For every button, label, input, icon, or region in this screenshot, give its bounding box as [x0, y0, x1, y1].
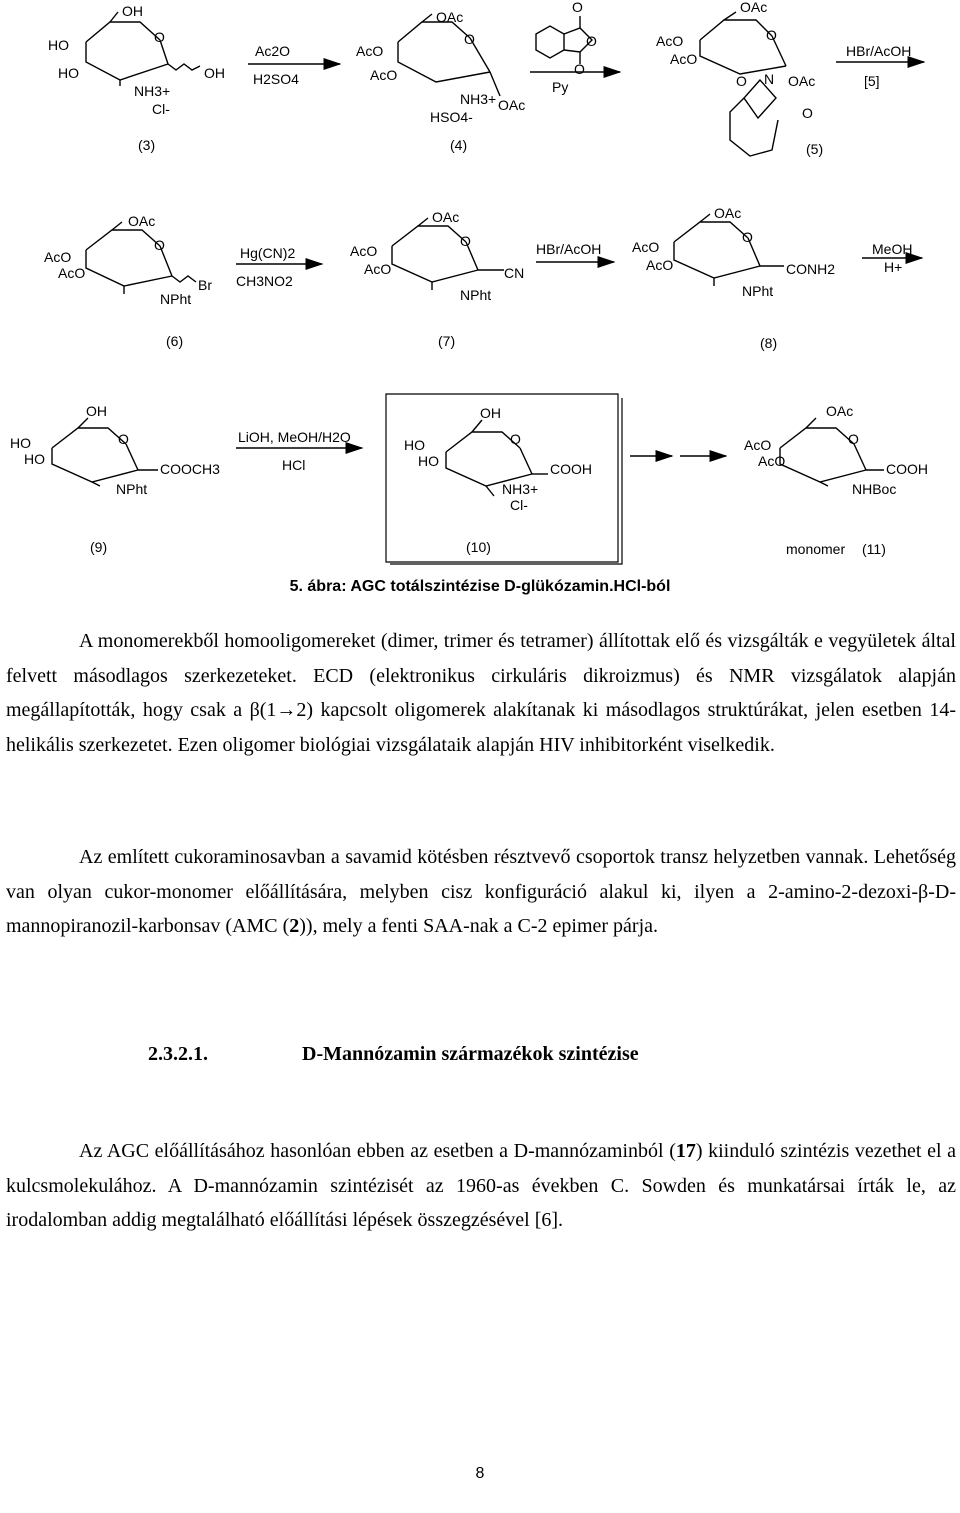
p1-text-a: A monomerekből homooligomereket (dimer, trimer és tetramer) állítottak elő és vizsgálták e vegyületek által felvett másodlagos szerkezeteket. ECD (elektronikus cirkuláris dikroizmus) és NMR vizsgálatok alapján megállapították, hogy csak a	[6, 630, 956, 722]
c8-aco1: AcO	[632, 239, 660, 255]
c5-aco2: AcO	[670, 51, 698, 67]
c9-npht: NPht	[116, 481, 148, 497]
c6-br: Br	[198, 277, 212, 293]
c5-oac: OAc	[788, 73, 816, 89]
p2-text-a: Az említett cukoraminosavban a savamid kötésben résztvevő csoportok transz helyzetben vannak. Lehetőség van olyan cukor-monomer előállítására, melyben cisz konfiguráció alakul ki, ilyen a 2-amino-2-dezoxi-β-D-mannopiranozil-karbonsav (AMC (	[6, 846, 956, 938]
c4-nh3: NH3+	[460, 91, 497, 107]
c11-label: (11)	[862, 541, 886, 557]
c4-label: (4)	[450, 137, 468, 153]
c8-oac-top: OAc	[714, 205, 742, 221]
r4-bottom: CH3NO2	[236, 273, 293, 289]
section-number: 2.3.2.1.	[148, 1043, 208, 1065]
r3-bottom: [5]	[864, 73, 880, 89]
c6-o: O	[154, 237, 165, 253]
c11-monomer: monomer	[786, 541, 846, 557]
c5-o2: O	[802, 105, 813, 121]
c9-ho1: HO	[10, 435, 31, 451]
reaction-arrow-4	[236, 245, 322, 289]
c11-o: O	[848, 431, 859, 447]
c3-ho1: HO	[48, 37, 69, 53]
c10-ho2: HO	[418, 453, 439, 469]
c4-hso4: HSO4-	[430, 109, 473, 125]
r6-top: MeOH	[872, 241, 913, 257]
c9-oh-top: OH	[86, 403, 107, 419]
p2-text-b: )), mely a fenti SAA-nak a C-2 epimer párja.	[299, 915, 659, 938]
p3-compound-ref: 17	[675, 1140, 696, 1162]
compound-7	[350, 209, 524, 349]
c5-aco1: AcO	[656, 33, 684, 49]
paragraph-1	[6, 624, 956, 762]
c11-aco2: AcO	[758, 453, 786, 469]
p2-compound-ref: 2	[289, 915, 300, 938]
c8-conh2: CONH2	[786, 261, 836, 277]
c5-oac-top: OAc	[740, 0, 768, 15]
c11-aco1: AcO	[744, 437, 772, 453]
r1-top: Ac2O	[255, 43, 291, 59]
c4-oac-top: OAc	[436, 9, 464, 25]
p3-text-a: Az AGC előállításához hasonlóan ebben az esetben a D-mannózaminból (	[79, 1140, 676, 1162]
c7-aco1: AcO	[350, 243, 378, 259]
c8-label: (8)	[760, 335, 778, 351]
c4-oac: OAc	[498, 97, 526, 113]
c5-o1: O	[736, 73, 747, 89]
phthalic-anhydride	[530, 0, 620, 95]
c10-nh3: NH3+	[502, 481, 539, 497]
reaction-arrow-1	[248, 43, 340, 87]
compound-11	[744, 403, 928, 557]
r1-bottom: H2SO4	[253, 71, 299, 87]
p3-text-b: ) kiinduló szintézis vezethet el a kulcsmolekulához. A D-mannózamin szintézisét az 1960-as években C. Sowden és munkatársai írták le, az irodalomban addig megtalálható előállítási lépések összegzésével [6].	[6, 1140, 956, 1232]
c5-n: N	[764, 71, 775, 87]
c10-oh-top: OH	[480, 405, 501, 421]
r5-top: HBr/AcOH	[536, 241, 602, 257]
c5-o: O	[766, 27, 777, 43]
c11-cooh: COOH	[886, 461, 928, 477]
compound-6	[44, 213, 212, 349]
c6-aco2: AcO	[58, 265, 86, 281]
r7-bottom: HCl	[282, 457, 306, 473]
compound-3	[48, 3, 225, 153]
r2-o1: O	[572, 0, 583, 15]
c7-oac-top: OAc	[432, 209, 460, 225]
compound-9	[10, 403, 220, 555]
section-heading	[148, 1043, 639, 1066]
c10-ho1: HO	[404, 437, 425, 453]
synthesis-scheme	[0, 0, 960, 570]
c6-aco1: AcO	[44, 249, 72, 265]
c4-o: O	[464, 31, 475, 47]
c7-o: O	[460, 233, 471, 249]
c3-o: O	[154, 29, 165, 45]
c3-oh-anom: OH	[204, 65, 225, 81]
reaction-arrow-6	[862, 241, 922, 275]
c6-oac-top: OAc	[128, 213, 156, 229]
compound-10-box	[386, 394, 622, 564]
c7-npht: NPht	[460, 287, 492, 303]
c8-aco2: AcO	[646, 257, 674, 273]
reaction-arrow-3	[836, 43, 924, 89]
c8-o: O	[742, 229, 753, 245]
compound-4	[356, 9, 525, 153]
c3-oh-top: OH	[122, 3, 143, 19]
c7-label: (7)	[438, 333, 456, 349]
c3-ho2: HO	[58, 65, 79, 81]
c9-label: (9)	[90, 539, 108, 555]
paragraph-3	[6, 1134, 956, 1238]
c9-cooch3: COOCH3	[160, 461, 220, 477]
c10-cooh: COOH	[550, 461, 592, 477]
c7-cn: CN	[504, 265, 525, 281]
reaction-arrow-7	[236, 429, 362, 473]
c5-label: (5)	[806, 141, 824, 157]
c10-o: O	[510, 431, 521, 447]
c3-label: (3)	[138, 137, 156, 153]
figure-caption: 5. ábra: AGC totálszintézise D-glükózamin.HCl-ból	[289, 578, 671, 595]
p1-text-b: kapcsolt oligomerek alakítanak ki másodlagos struktúrákat, jelen esetben 14-helikális szerkezetet. Ezen oligomer biológiai vizsgálataik alapján HIV inhibitorként viselkedik.	[6, 699, 956, 756]
c7-aco2: AcO	[364, 261, 392, 277]
c10-label: (10)	[466, 539, 491, 555]
compound-5	[656, 0, 823, 157]
c11-nhboc: NHBoc	[852, 481, 897, 497]
c6-npht: NPht	[160, 291, 192, 307]
r2-py: Py	[552, 79, 569, 95]
c11-oac-top: OAc	[826, 403, 854, 419]
r3-top: HBr/AcOH	[846, 43, 912, 59]
c9-o: O	[118, 431, 129, 447]
r2-o2: O	[586, 33, 597, 49]
c4-aco1: AcO	[356, 43, 384, 59]
p1-beta: β(1→2)	[249, 699, 314, 722]
c10-cl: Cl-	[510, 497, 528, 513]
r6-bottom: H+	[884, 259, 903, 275]
r2-o3: O	[574, 61, 585, 77]
page-number: 8	[475, 1465, 485, 1482]
r4-top: Hg(CN)2	[240, 245, 296, 261]
c6-label: (6)	[166, 333, 184, 349]
paragraph-2	[6, 840, 956, 944]
compound-8	[632, 205, 835, 351]
c3-nh3: NH3+	[134, 83, 171, 99]
c8-npht: NPht	[742, 283, 774, 299]
c9-ho2: HO	[24, 451, 45, 467]
c4-aco2: AcO	[370, 67, 398, 83]
section-title: D-Mannózamin származékok szintézise	[302, 1043, 639, 1065]
c3-cl: Cl-	[152, 101, 170, 117]
reaction-arrow-5	[536, 241, 614, 262]
r7-top: LiOH, MeOH/H2O	[238, 429, 351, 445]
